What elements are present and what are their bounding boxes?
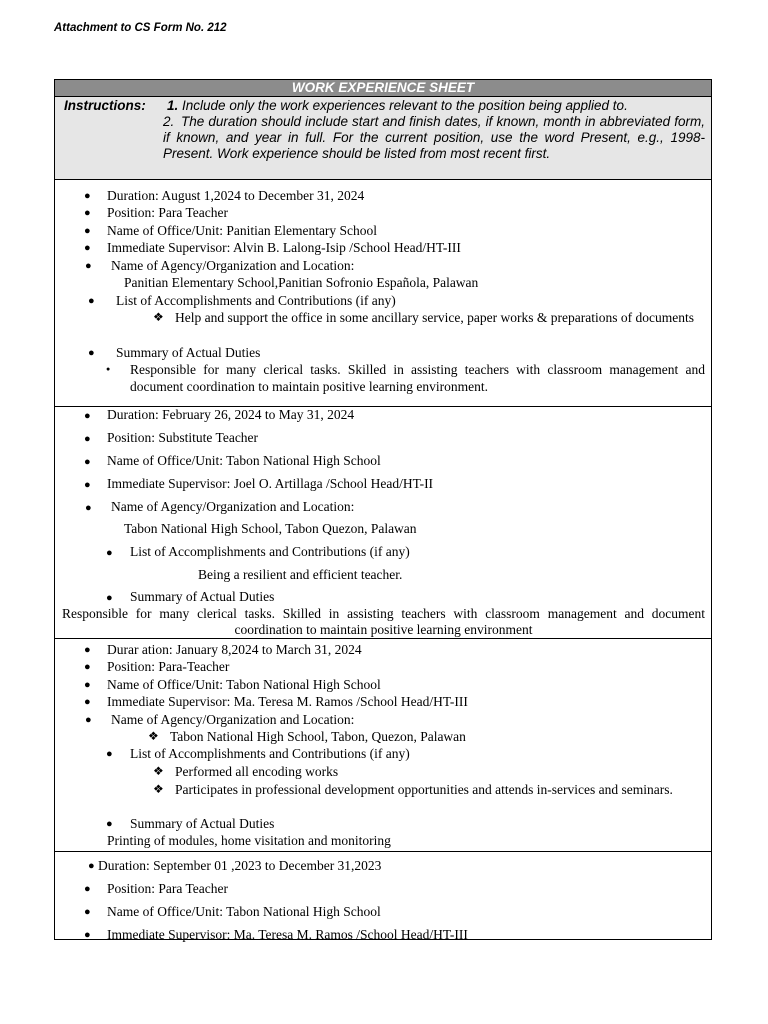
entry-agency-label: Name of Agency/Organization and Location: xyxy=(111,258,355,273)
diamond-bullet-icon: ❖ xyxy=(148,729,159,743)
entry-position: Position: Para-Teacher xyxy=(107,659,230,674)
entry-duration: Duration: February 26, 2024 to May 31, 2024 xyxy=(107,407,355,422)
entry-duration: Duration: September 01 ,2023 to December 31,2023 xyxy=(98,858,382,873)
diamond-bullet-icon: ❖ xyxy=(153,310,164,324)
entry-supervisor: Immediate Supervisor: Joel O. Artillaga /School Head/HT-II xyxy=(107,476,434,491)
entry-supervisor: Immediate Supervisor: Alvin B. Lalong-Isip /School Head/HT-III xyxy=(107,240,461,255)
experience-entry-1: ● Duration: August 1,2024 to December 31, 2024 ● Position: Para Teacher ● Name of Office/Unit: Panitian Elementary School ● Immediate Supervisor: Alvin B. Lalong-Isip /School Head/HT-III ● Name of Agency/Organization and Location: Panitian Elementary School,Panitian Sofronio Española, Palawan ● List of Accomplishments and Contributions (if any) ❖ Help and support the office in some ancillary service, paper works & preparations of documents ● Summary of Actual Duties ● Responsible for many clerical tasks. Skilled in assisting teachers with classroom management and document coordination to maintain positive learning environment. xyxy=(55,180,711,407)
instruction-item-1 xyxy=(167,98,628,114)
entry-agency: Tabon National High School, Tabon, Quezon, Palawan xyxy=(170,729,466,744)
entry-office: Name of Office/Unit: Panitian Elementary School xyxy=(107,223,378,238)
entry-agency: Panitian Elementary School,Panitian Sofronio Española, Palawan xyxy=(124,275,479,290)
entry-duties: Responsible for many clerical tasks. Skilled in assisting teachers with classroom management and document coordination to maintain positive learning environment. xyxy=(130,362,705,394)
instructions-label: Instructions: xyxy=(64,98,146,113)
instruction-item-2-number: 2. xyxy=(163,114,175,129)
experience-entry-3: ● Durar ation: January 8,2024 to March 31, 2024 ● Position: Para-Teacher ● Name of Office/Unit: Tabon National High School ● Immediate Supervisor: Ma. Teresa M. Ramos /School Head/HT-III ● Name of Agency/Organization and Location: ❖ Tabon National High School, Tabon, Quezon, Palawan ● List of Accomplishments and Contributions (if any) ❖ Performed all encoding works ❖ Participates in professional development opportunities and attends in-services and seminars. ● Summary of Actual Duties Printing of modules, home visitation and monitoring xyxy=(55,639,711,852)
entry-duties: Responsible for many clerical tasks. Skilled in assisting teachers with classroom management and document coordination to maintain positive learning environment xyxy=(62,606,705,637)
entry-office: Name of Office/Unit: Tabon National High School xyxy=(107,453,381,468)
entry-agency: Tabon National High School, Tabon Quezon, Palawan xyxy=(124,521,417,536)
entry-office: Name of Office/Unit: Tabon National High School xyxy=(107,904,381,919)
entry-position: Position: Para Teacher xyxy=(107,881,229,896)
entry-accomplishments-label: List of Accomplishments and Contributions (if any) xyxy=(130,746,410,761)
experience-entry-4: ● Duration: September 01 ,2023 to December 31,2023 ● Position: Para Teacher ● Name of Office/Unit: Tabon National High School ● Immediate Supervisor: Ma. Teresa M. Ramos /School Head/HT-III xyxy=(84,858,468,942)
instructions-block xyxy=(55,97,711,180)
entry-position: Position: Para Teacher xyxy=(107,205,229,220)
entry-accomplishment-item: Performed all encoding works xyxy=(175,764,339,779)
entry-accomplishments-label: List of Accomplishments and Contributions (if any) xyxy=(130,544,410,559)
diamond-bullet-icon: ❖ xyxy=(153,782,164,796)
instruction-item-2 xyxy=(163,114,705,162)
entry-accomplishments-label: List of Accomplishments and Contributions (if any) xyxy=(116,293,396,308)
sheet-title: WORK EXPERIENCE SHEET xyxy=(55,80,711,97)
entry-supervisor: Immediate Supervisor: Ma. Teresa M. Ramos /School Head/HT-III xyxy=(107,694,468,709)
entry-accomplishment-item: Being a resilient and efficient teacher. xyxy=(198,567,403,582)
entry-agency-label: Name of Agency/Organization and Location: xyxy=(111,712,355,727)
instruction-item-1-number: 1. xyxy=(167,98,179,113)
entry-duration: Duration: August 1,2024 to December 31, 2024 xyxy=(107,188,365,203)
diamond-bullet-icon: ❖ xyxy=(153,764,164,778)
instruction-item-1-text: Include only the work experiences relevant to the position being applied to. xyxy=(182,98,628,113)
entry-accomplishment-item: Participates in professional development opportunities and attends in-services and seminars. xyxy=(175,782,673,797)
entry-accomplishment-item: Help and support the office in some ancillary service, paper works & preparations of documents xyxy=(175,310,694,325)
entry-duties-label: Summary of Actual Duties xyxy=(130,589,275,604)
entry-duties-label: Summary of Actual Duties xyxy=(130,816,275,831)
entry-duties-label: Summary of Actual Duties xyxy=(116,345,261,360)
entry-duties: Printing of modules, home visitation and monitoring xyxy=(107,833,391,848)
instruction-item-2-text: The duration should include start and finish dates, if known, month in abbreviated form, if known, and year in full. For the current position, use the word Present, e.g., 1998-Present. Work experience should be listed from most recent first. xyxy=(163,114,705,161)
experience-entry-2: ● Duration: February 26, 2024 to May 31, 2024 ● Position: Substitute Teacher ● Name of Office/Unit: Tabon National High School ● Immediate Supervisor: Joel O. Artillaga /School Head/HT-II ● Name of Agency/Organization and Location: Tabon National High School, Tabon Quezon, Palawan ● List of Accomplishments and Contributions (if any) Being a resilient and efficient teacher. ● Summary of Actual Duties Responsible for many clerical tasks. Skilled in assisting teachers with classroom management and document coordination to maintain positive learning environment xyxy=(55,407,711,639)
entry-position: Position: Substitute Teacher xyxy=(107,430,259,445)
entry-agency-label: Name of Agency/Organization and Location: xyxy=(111,499,355,514)
entry-supervisor: Immediate Supervisor: Ma. Teresa M. Ramos /School Head/HT-III xyxy=(107,927,468,942)
entry-duration: Durar ation: January 8,2024 to March 31, 2024 xyxy=(107,642,362,657)
attachment-label: Attachment to CS Form No. 212 xyxy=(54,22,227,34)
entry-office: Name of Office/Unit: Tabon National High School xyxy=(107,677,381,692)
work-experience-sheet xyxy=(54,79,712,940)
